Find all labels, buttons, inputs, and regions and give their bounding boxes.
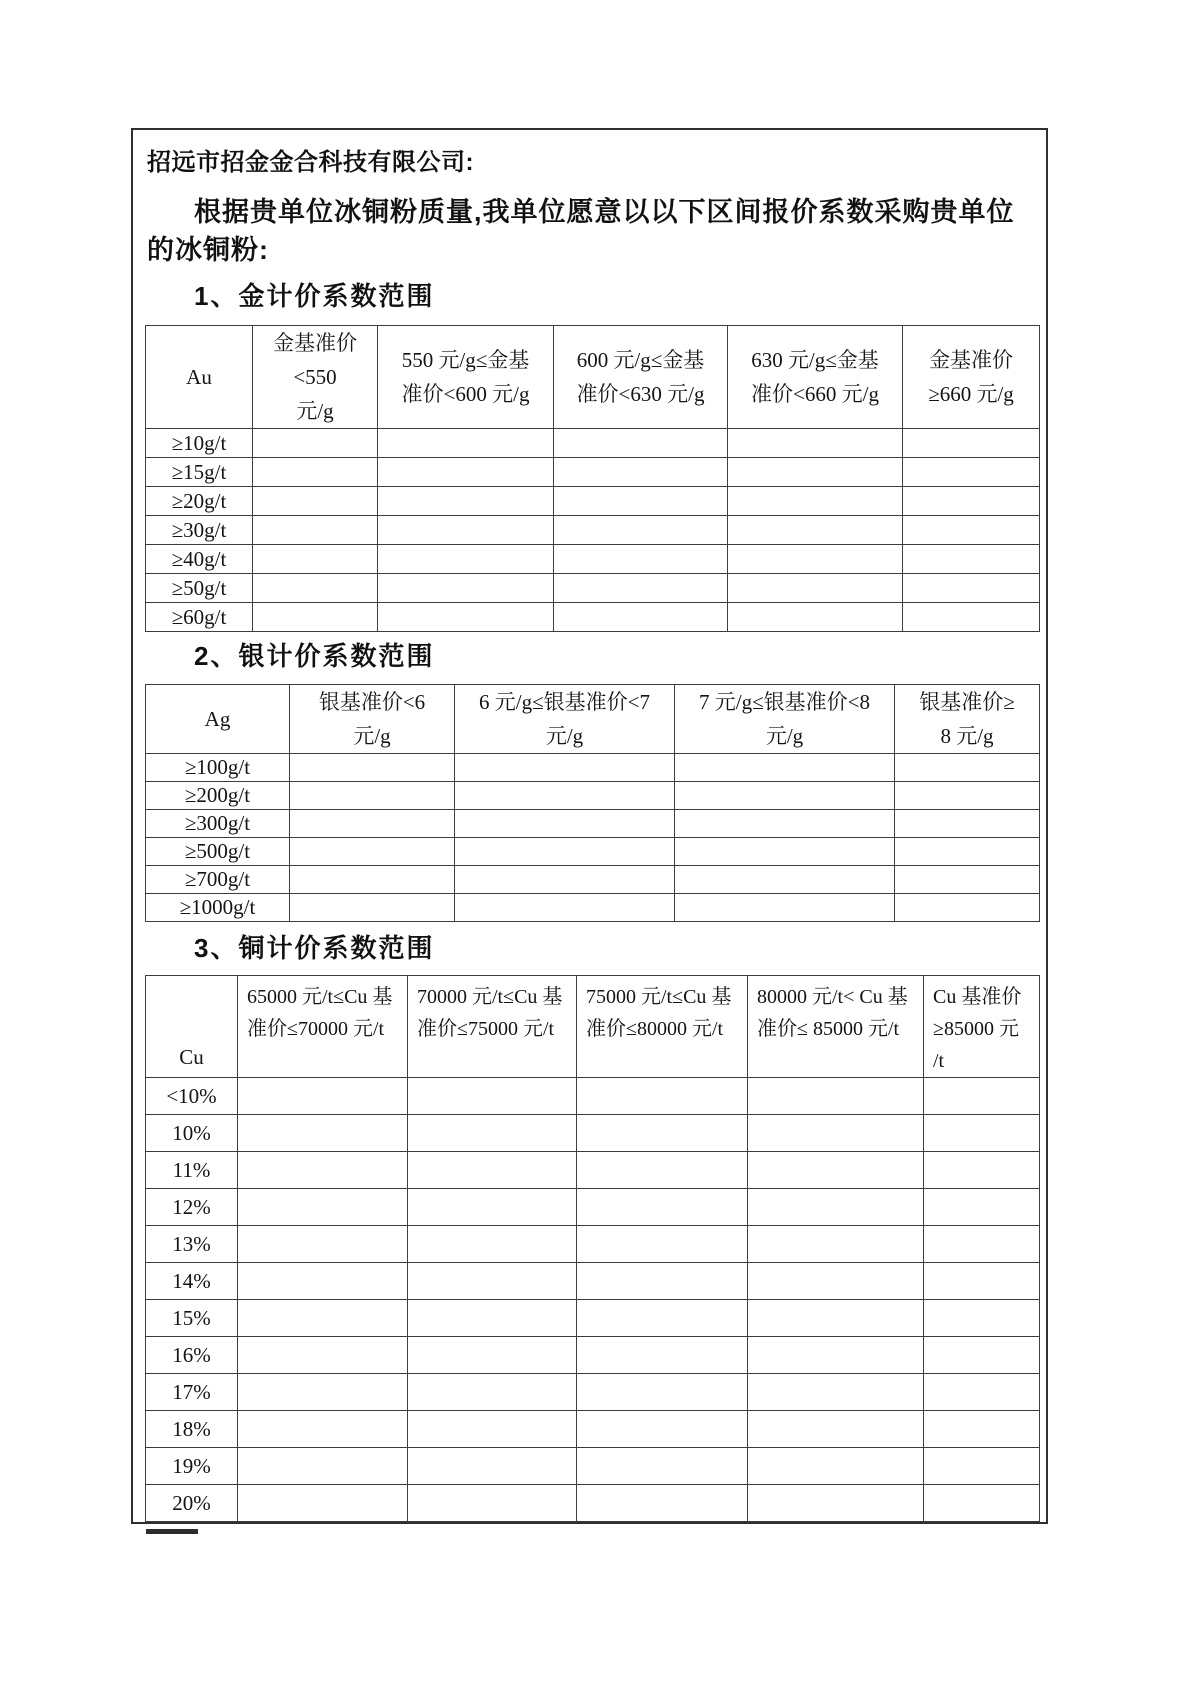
empty-data-cell — [253, 429, 378, 458]
column-header-cell: 65000 元/t≤Cu 基准价≤70000 元/t — [238, 976, 408, 1078]
empty-data-cell — [675, 894, 895, 922]
silver-price-table — [145, 684, 1040, 922]
empty-data-cell — [238, 1337, 408, 1374]
table-row — [146, 1485, 1040, 1522]
column-header-cell: 7 元/g≤银基准价<8 元/g — [675, 685, 895, 754]
row-header-cell: ≥60g/t — [146, 603, 253, 632]
empty-data-cell — [675, 754, 895, 782]
empty-data-cell — [253, 487, 378, 516]
row-header-cell: 17% — [146, 1374, 238, 1411]
row-header-cell: ≥100g/t — [146, 754, 290, 782]
empty-data-cell — [408, 1078, 577, 1115]
empty-data-cell — [408, 1189, 577, 1226]
empty-data-cell — [577, 1300, 748, 1337]
empty-data-cell — [455, 838, 675, 866]
row-header-cell: ≥500g/t — [146, 838, 290, 866]
gold-corner-cell: Au — [146, 326, 253, 429]
empty-data-cell — [577, 1485, 748, 1522]
empty-data-cell — [895, 894, 1040, 922]
empty-data-cell — [408, 1337, 577, 1374]
empty-data-cell — [455, 894, 675, 922]
empty-data-cell — [408, 1411, 577, 1448]
empty-data-cell — [577, 1337, 748, 1374]
empty-data-cell — [577, 1152, 748, 1189]
row-header-cell: ≥15g/t — [146, 458, 253, 487]
empty-data-cell — [903, 487, 1040, 516]
row-header-cell: ≥30g/t — [146, 516, 253, 545]
row-header-cell: 13% — [146, 1226, 238, 1263]
empty-data-cell — [924, 1115, 1040, 1152]
empty-data-cell — [748, 1411, 924, 1448]
table-row — [146, 1300, 1040, 1337]
column-header-cell: 70000 元/t≤Cu 基准价≤75000 元/t — [408, 976, 577, 1078]
row-header-cell: ≥200g/t — [146, 782, 290, 810]
empty-data-cell — [675, 782, 895, 810]
column-header-cell: 银基准价<6 元/g — [290, 685, 455, 754]
table-row — [146, 1263, 1040, 1300]
empty-data-cell — [728, 458, 903, 487]
row-header-cell: 18% — [146, 1411, 238, 1448]
table-row — [146, 1337, 1040, 1374]
table-row — [146, 429, 1040, 458]
empty-data-cell — [238, 1189, 408, 1226]
empty-data-cell — [924, 1226, 1040, 1263]
empty-data-cell — [675, 838, 895, 866]
empty-data-cell — [238, 1300, 408, 1337]
empty-data-cell — [238, 1448, 408, 1485]
empty-data-cell — [455, 866, 675, 894]
empty-data-cell — [554, 545, 728, 574]
empty-data-cell — [577, 1411, 748, 1448]
empty-data-cell — [748, 1189, 924, 1226]
empty-data-cell — [455, 782, 675, 810]
table-row — [146, 1226, 1040, 1263]
empty-data-cell — [577, 1189, 748, 1226]
copper-table-header-row — [146, 976, 1040, 1078]
empty-data-cell — [554, 603, 728, 632]
gold-table-header-row — [146, 326, 1040, 429]
row-header-cell: 11% — [146, 1152, 238, 1189]
column-header-cell: 550 元/g≤金基准价<600 元/g — [378, 326, 554, 429]
empty-data-cell — [378, 516, 554, 545]
empty-data-cell — [577, 1115, 748, 1152]
table-row — [146, 1374, 1040, 1411]
table-row — [146, 866, 1040, 894]
empty-data-cell — [554, 516, 728, 545]
empty-data-cell — [238, 1411, 408, 1448]
table-row — [146, 1152, 1040, 1189]
empty-data-cell — [577, 1374, 748, 1411]
table-row — [146, 487, 1040, 516]
empty-data-cell — [253, 574, 378, 603]
table-row — [146, 838, 1040, 866]
empty-data-cell — [903, 458, 1040, 487]
empty-data-cell — [924, 1337, 1040, 1374]
column-header-cell: 80000 元/t< Cu 基准价≤ 85000 元/t — [748, 976, 924, 1078]
row-header-cell: ≥50g/t — [146, 574, 253, 603]
empty-data-cell — [455, 754, 675, 782]
empty-data-cell — [408, 1226, 577, 1263]
empty-data-cell — [924, 1300, 1040, 1337]
table-row — [146, 458, 1040, 487]
empty-data-cell — [408, 1374, 577, 1411]
empty-data-cell — [238, 1374, 408, 1411]
empty-data-cell — [924, 1448, 1040, 1485]
empty-data-cell — [895, 782, 1040, 810]
empty-data-cell — [748, 1226, 924, 1263]
empty-data-cell — [748, 1337, 924, 1374]
table-row — [146, 754, 1040, 782]
empty-data-cell — [253, 603, 378, 632]
empty-data-cell — [253, 458, 378, 487]
column-header-cell: 600 元/g≤金基准价<630 元/g — [554, 326, 728, 429]
table-row — [146, 574, 1040, 603]
empty-data-cell — [408, 1485, 577, 1522]
empty-data-cell — [378, 545, 554, 574]
empty-data-cell — [924, 1078, 1040, 1115]
row-header-cell: 14% — [146, 1263, 238, 1300]
empty-data-cell — [903, 574, 1040, 603]
empty-data-cell — [895, 866, 1040, 894]
empty-data-cell — [290, 810, 455, 838]
table-row — [146, 1411, 1040, 1448]
empty-data-cell — [238, 1263, 408, 1300]
empty-data-cell — [408, 1263, 577, 1300]
copper-price-table — [145, 975, 1040, 1522]
empty-data-cell — [554, 429, 728, 458]
empty-data-cell — [238, 1485, 408, 1522]
empty-data-cell — [554, 458, 728, 487]
empty-data-cell — [378, 458, 554, 487]
row-header-cell: 15% — [146, 1300, 238, 1337]
empty-data-cell — [748, 1115, 924, 1152]
intro-paragraph-line-1: 根据贵单位冰铜粉质量,我单位愿意以以下区间报价系数采购贵单位 — [194, 197, 1015, 227]
empty-data-cell — [748, 1448, 924, 1485]
empty-data-cell — [290, 866, 455, 894]
row-header-cell: ≥40g/t — [146, 545, 253, 574]
intro-paragraph-line-2: 的冰铜粉: — [147, 235, 269, 265]
empty-data-cell — [290, 838, 455, 866]
empty-data-cell — [895, 754, 1040, 782]
empty-data-cell — [238, 1078, 408, 1115]
row-header-cell: ≥1000g/t — [146, 894, 290, 922]
row-header-cell: ≥700g/t — [146, 866, 290, 894]
row-header-cell: ≥300g/t — [146, 810, 290, 838]
empty-data-cell — [378, 603, 554, 632]
empty-data-cell — [455, 810, 675, 838]
page-border-frame — [131, 128, 1048, 1524]
empty-data-cell — [290, 754, 455, 782]
copper-corner-cell: Cu — [146, 976, 238, 1078]
row-header-cell: ≥20g/t — [146, 487, 253, 516]
column-header-cell: 75000 元/t≤Cu 基准价≤80000 元/t — [577, 976, 748, 1078]
empty-data-cell — [378, 429, 554, 458]
empty-data-cell — [924, 1374, 1040, 1411]
column-header-cell: 630 元/g≤金基准价<660 元/g — [728, 326, 903, 429]
row-header-cell: <10% — [146, 1078, 238, 1115]
table-row — [146, 1189, 1040, 1226]
empty-data-cell — [924, 1189, 1040, 1226]
empty-data-cell — [577, 1448, 748, 1485]
empty-data-cell — [728, 574, 903, 603]
empty-data-cell — [238, 1115, 408, 1152]
empty-data-cell — [554, 574, 728, 603]
empty-data-cell — [238, 1152, 408, 1189]
empty-data-cell — [728, 429, 903, 458]
empty-data-cell — [748, 1485, 924, 1522]
empty-data-cell — [675, 866, 895, 894]
empty-data-cell — [903, 603, 1040, 632]
empty-data-cell — [675, 810, 895, 838]
empty-data-cell — [895, 838, 1040, 866]
table-row — [146, 894, 1040, 922]
empty-data-cell — [253, 516, 378, 545]
empty-data-cell — [924, 1152, 1040, 1189]
empty-data-cell — [748, 1374, 924, 1411]
empty-data-cell — [577, 1226, 748, 1263]
empty-data-cell — [895, 810, 1040, 838]
empty-data-cell — [408, 1300, 577, 1337]
empty-data-cell — [728, 603, 903, 632]
column-header-cell: 银基准价≥ 8 元/g — [895, 685, 1040, 754]
row-header-cell: 12% — [146, 1189, 238, 1226]
silver-corner-cell: Ag — [146, 685, 290, 754]
table-row — [146, 1115, 1040, 1152]
empty-data-cell — [408, 1115, 577, 1152]
empty-data-cell — [253, 545, 378, 574]
empty-data-cell — [290, 894, 455, 922]
empty-data-cell — [577, 1078, 748, 1115]
empty-data-cell — [238, 1226, 408, 1263]
scan-artifact-line — [146, 1529, 198, 1534]
row-header-cell: 20% — [146, 1485, 238, 1522]
empty-data-cell — [290, 782, 455, 810]
empty-data-cell — [554, 487, 728, 516]
empty-data-cell — [748, 1263, 924, 1300]
empty-data-cell — [924, 1485, 1040, 1522]
gold-section-title: 1、金计价系数范围 — [194, 281, 435, 311]
table-row — [146, 545, 1040, 574]
table-row — [146, 810, 1040, 838]
table-row — [146, 782, 1040, 810]
empty-data-cell — [728, 545, 903, 574]
row-header-cell: 16% — [146, 1337, 238, 1374]
empty-data-cell — [903, 516, 1040, 545]
table-row — [146, 1078, 1040, 1115]
row-header-cell: 19% — [146, 1448, 238, 1485]
empty-data-cell — [728, 516, 903, 545]
table-row — [146, 603, 1040, 632]
empty-data-cell — [903, 545, 1040, 574]
table-row — [146, 516, 1040, 545]
empty-data-cell — [408, 1152, 577, 1189]
column-header-cell: 金基准价<550 元/g — [253, 326, 378, 429]
row-header-cell: 10% — [146, 1115, 238, 1152]
empty-data-cell — [924, 1263, 1040, 1300]
empty-data-cell — [577, 1263, 748, 1300]
silver-table-header-row — [146, 685, 1040, 754]
empty-data-cell — [748, 1078, 924, 1115]
empty-data-cell — [378, 487, 554, 516]
empty-data-cell — [748, 1300, 924, 1337]
empty-data-cell — [728, 487, 903, 516]
table-row — [146, 1448, 1040, 1485]
empty-data-cell — [748, 1152, 924, 1189]
empty-data-cell — [903, 429, 1040, 458]
column-header-cell: 金基准价≥660 元/g — [903, 326, 1040, 429]
copper-section-title: 3、铜计价系数范围 — [194, 933, 435, 963]
silver-section-title: 2、银计价系数范围 — [194, 641, 435, 671]
empty-data-cell — [924, 1411, 1040, 1448]
recipient-line: 招远市招金金合科技有限公司: — [147, 149, 474, 176]
column-header-cell: Cu 基准价 ≥85000 元 /t — [924, 976, 1040, 1078]
gold-price-table — [145, 325, 1040, 632]
row-header-cell: ≥10g/t — [146, 429, 253, 458]
column-header-cell: 6 元/g≤银基准价<7 元/g — [455, 685, 675, 754]
empty-data-cell — [408, 1448, 577, 1485]
empty-data-cell — [378, 574, 554, 603]
